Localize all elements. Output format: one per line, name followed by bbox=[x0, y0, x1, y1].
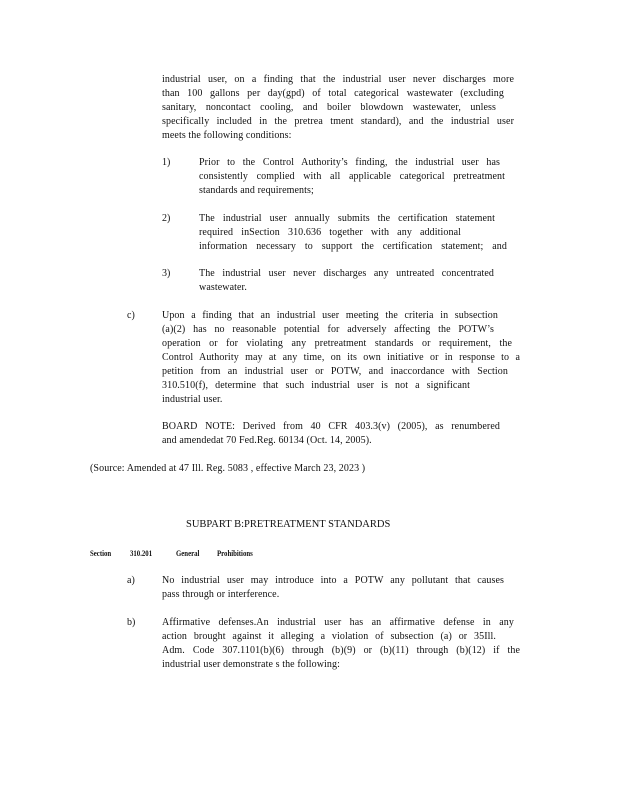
list-number: 3) bbox=[162, 268, 171, 279]
text-line: industrial user. bbox=[162, 394, 223, 405]
text-line: The industrial user annually submits the certification statement bbox=[199, 213, 495, 224]
text-line: standards and requirements; bbox=[199, 185, 314, 196]
text-line: information necessary to support the certification statement; and bbox=[199, 241, 507, 252]
section-number: 310.201 bbox=[130, 549, 153, 558]
text-line: industrial user, on a finding that the industrial user never discharges more bbox=[162, 74, 514, 85]
list-number: 2) bbox=[162, 213, 171, 224]
text-line: action brought against it alleging a violation of subsection (a) or 35Ill. bbox=[162, 631, 496, 642]
text-line: Prior to the Control Authority’s finding, the industrial user has bbox=[199, 157, 500, 168]
text-line: Adm. Code 307.1101(b)(6) through (b)(9) or (b)(11) through (b)(12) if the bbox=[162, 645, 520, 656]
text-line: meets the following conditions: bbox=[162, 130, 292, 141]
text-line: industrial user demonstrate s the following: bbox=[162, 659, 340, 670]
text-line: consistently complied with all applicable categorical pretreatment bbox=[199, 171, 505, 182]
text-line: (a)(2) has no reasonable potential for adversely affecting the POTW’s bbox=[162, 324, 494, 335]
text-line: Upon a finding that an industrial user meeting the criteria in subsection bbox=[162, 310, 498, 321]
list-letter: c) bbox=[127, 310, 135, 321]
section-title-word: General bbox=[176, 549, 200, 558]
text-line: operation or for violating any pretreatment standards or requirement, the bbox=[162, 338, 512, 349]
text-line: Affirmative defenses.An industrial user has an affirmative defense in any bbox=[162, 617, 514, 628]
text-line: Control Authority may at any time, on its own initiative or in response to a bbox=[162, 352, 520, 363]
subpart-title: SUBPART B:PRETREATMENT STANDARDS bbox=[186, 519, 391, 530]
section-title-word: Prohibitions bbox=[217, 549, 253, 558]
text-line: and amendedat 70 Fed.Reg. 60134 (Oct. 14, 2005). bbox=[162, 435, 372, 446]
list-letter: b) bbox=[127, 617, 136, 628]
text-line: specifically included in the pretrea tment standard), and the industrial user bbox=[162, 116, 514, 127]
text-line: petition from an industrial user or POTW, and inaccordance with Section bbox=[162, 366, 508, 377]
text-line: 310.510(f), determine that such industrial user is not a significant bbox=[162, 380, 470, 391]
text-line: pass through or interference. bbox=[162, 589, 280, 600]
text-line: The industrial user never discharges any untreated concentrated bbox=[199, 268, 494, 279]
list-number: 1) bbox=[162, 157, 171, 168]
list-letter: a) bbox=[127, 575, 135, 586]
text-line: wastewater. bbox=[199, 282, 248, 293]
text-line: than 100 gallons per day(gpd) of total categorical wastewater (excluding bbox=[162, 88, 504, 99]
text-line: No industrial user may introduce into a POTW any pollutant that causes bbox=[162, 575, 504, 586]
source-note: (Source: Amended at 47 Ill. Reg. 5083 , effective March 23, 2023 ) bbox=[90, 463, 366, 474]
section-label: Section bbox=[90, 549, 112, 558]
text-line: required inSection 310.636 together with any additional bbox=[199, 227, 461, 238]
text-line: BOARD NOTE: Derived from 40 CFR 403.3(v) (2005), as renumbered bbox=[162, 421, 500, 432]
text-line: sanitary, noncontact cooling, and boiler blowdown wastewater, unless bbox=[162, 102, 496, 113]
